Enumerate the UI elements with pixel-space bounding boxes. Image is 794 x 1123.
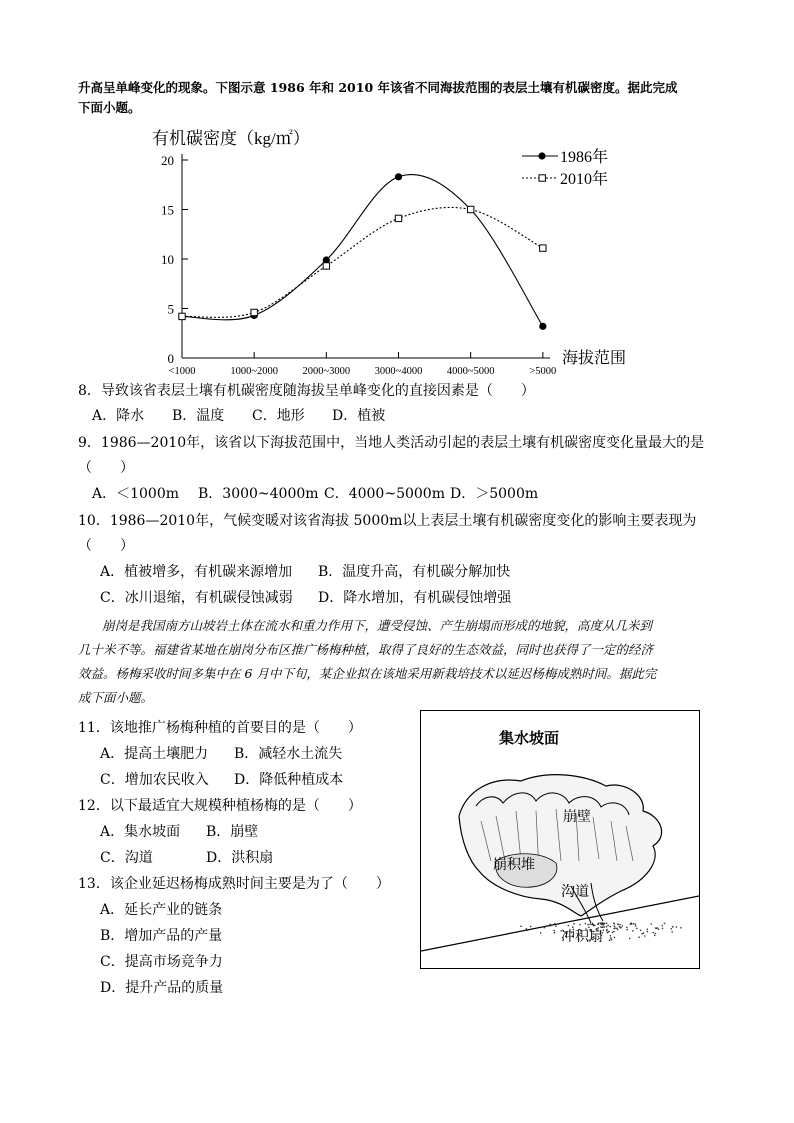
question-10-options-row1 (100, 562, 510, 582)
question-8-options (92, 406, 385, 426)
question-8-stem: 8．导致该省表层土壤有机碳密度随海拔呈单峰变化的直接因素是（ ） (78, 383, 535, 399)
question-11-options-row2 (100, 770, 343, 790)
x-tick-label: 2000~3000 (302, 366, 351, 374)
question-13-stem: 13．该企业延迟杨梅成熟时间主要是为了（ ） (78, 876, 390, 892)
y-axis-label: 有机碳密度（kg/㎡） (152, 129, 310, 148)
q8-option-a[interactable]: A．降水 (92, 408, 145, 424)
q13-option-b[interactable]: B．增加产品的产量 (100, 928, 223, 944)
question-9-options (92, 484, 538, 504)
q12-option-c[interactable]: C．沟道 (100, 850, 153, 866)
q9-option-a[interactable]: A．＜1000m (92, 486, 180, 502)
question-9-stem-cont: （ ） (78, 460, 134, 476)
label-alluvial-fan: 冲积扇 (561, 930, 603, 945)
question-10-stem: 10．1986—2010年，气候变暖对该省海拔 5000m以上表层土壤有机碳密度变化的影响主要表现为 (78, 513, 697, 529)
q11-option-c[interactable]: C．增加农民收入 (100, 772, 209, 788)
intro1-line1: 升高呈单峰变化的现象。下图示意 1986 年和 2010 年该省不同海拔范围的表层土壤有机碳密度。据此完成 (78, 80, 678, 95)
q8-option-b[interactable]: B．温度 (172, 408, 225, 424)
benggang-landform-diagram (420, 710, 700, 969)
q11-option-a[interactable]: A．提高土壤肥力 (100, 746, 209, 762)
q13-option-c[interactable]: C．提高市场竞争力 (100, 954, 223, 970)
q9-option-b[interactable]: B．3000~4000m (198, 486, 319, 502)
intro2-line4: 成下面小题。 (78, 690, 154, 705)
series-0-point (395, 173, 402, 180)
question-11-options-row1 (100, 744, 342, 764)
intro2-line2: 几十米不等。福建省某地在崩岗分布区推广杨梅种植，取得了良好的生态效益，同时也获得了一定的经济 (78, 642, 654, 657)
y-tick-label: 0 (167, 351, 174, 366)
label-channel: 沟道 (561, 885, 589, 900)
q10-option-a[interactable]: A．植被增多，有机碳来源增加 (100, 564, 293, 580)
intro1-line2: 下面小题。 (78, 100, 141, 115)
intro-paragraph-1 (78, 78, 720, 118)
x-tick-label: 1000~2000 (230, 366, 279, 374)
q11-option-b[interactable]: B．减轻水土流失 (234, 746, 343, 762)
x-tick-label: 4000~5000 (446, 366, 495, 374)
q12-option-b[interactable]: B．崩壁 (206, 824, 259, 840)
y-tick-label: 20 (161, 153, 174, 168)
intro2-line3: 效益。杨梅采收时间多集中在 6 月中下旬，某企业拟在该地采用新栽培技术以延迟杨梅成熟时间。据此完 (78, 666, 657, 681)
series-1-point (467, 206, 473, 212)
q9-option-d[interactable]: D．＞5000m (450, 486, 539, 502)
x-tick-label: >5000 (529, 366, 557, 374)
legend-marker-0 (538, 152, 545, 159)
q10-option-b[interactable]: B．温度升高，有机碳分解加快 (318, 564, 511, 580)
question-12-stem: 12．以下最适宜大规模种植杨梅的是（ ） (78, 798, 362, 814)
y-tick-label: 15 (161, 202, 174, 218)
legend-label-1: 2010年 (560, 171, 609, 188)
q10-option-d[interactable]: D．降水增加，有机碳侵蚀增强 (318, 590, 512, 606)
legend-label-0: 1986年 (560, 149, 609, 166)
y-tick-label: 5 (167, 301, 174, 317)
question-10-stem-cont: （ ） (78, 538, 134, 554)
label-collapse-pile: 崩积堆 (493, 858, 535, 873)
intro2-line1: 崩岗是我国南方山坡岩土体在流水和重力作用下，遭受侵蚀、产生崩塌而形成的地貌，高度从几米到 (102, 618, 653, 633)
question-10-options-row2 (100, 588, 511, 608)
q9-option-c[interactable]: C．4000~5000m (324, 486, 445, 502)
series-line-0 (182, 175, 543, 327)
question-11-stem: 11．该地推广杨梅种植的首要目的是（ ） (78, 720, 362, 736)
q10-option-c[interactable]: C．冰川退缩，有机碳侵蚀减弱 (100, 590, 293, 606)
q8-option-d[interactable]: D．植被 (332, 408, 386, 424)
organic-carbon-line-chart (140, 124, 660, 374)
x-axis-label: 海拔范围 (562, 350, 627, 367)
q13-option-a[interactable]: A．延长产业的链条 (100, 902, 223, 918)
intro-paragraph-2 (78, 614, 720, 710)
series-1-point (179, 313, 185, 319)
x-tick-label: <1000 (168, 366, 196, 374)
q11-option-d[interactable]: D．降低种植成本 (234, 772, 344, 788)
label-collapse-wall: 崩壁 (563, 810, 591, 825)
question-9-stem: 9．1986—2010年，该省以下海拔范围中，当地人类活动引起的表层土壤有机碳密度变化量最大的是 (78, 435, 705, 451)
q8-option-c[interactable]: C．地形 (252, 408, 305, 424)
diagram-title: 集水坡面 (499, 730, 560, 747)
series-1-point (540, 245, 546, 251)
series-1-point (323, 263, 329, 269)
y-tick-label: 10 (161, 252, 174, 267)
legend-marker-1 (539, 175, 545, 181)
question-12-options-row1 (100, 822, 258, 842)
q12-option-d[interactable]: D．洪积扇 (206, 850, 274, 866)
x-tick-label: 3000~4000 (374, 366, 423, 374)
series-1-point (395, 215, 401, 221)
series-1-point (251, 309, 257, 315)
series-line-1 (182, 207, 543, 317)
landform-sketch (421, 711, 699, 968)
series-0-point (539, 323, 546, 330)
q13-option-d[interactable]: D．提升产品的质量 (100, 980, 224, 996)
question-12-options-row2 (100, 848, 273, 868)
q12-option-a[interactable]: A．集水坡面 (100, 824, 181, 840)
